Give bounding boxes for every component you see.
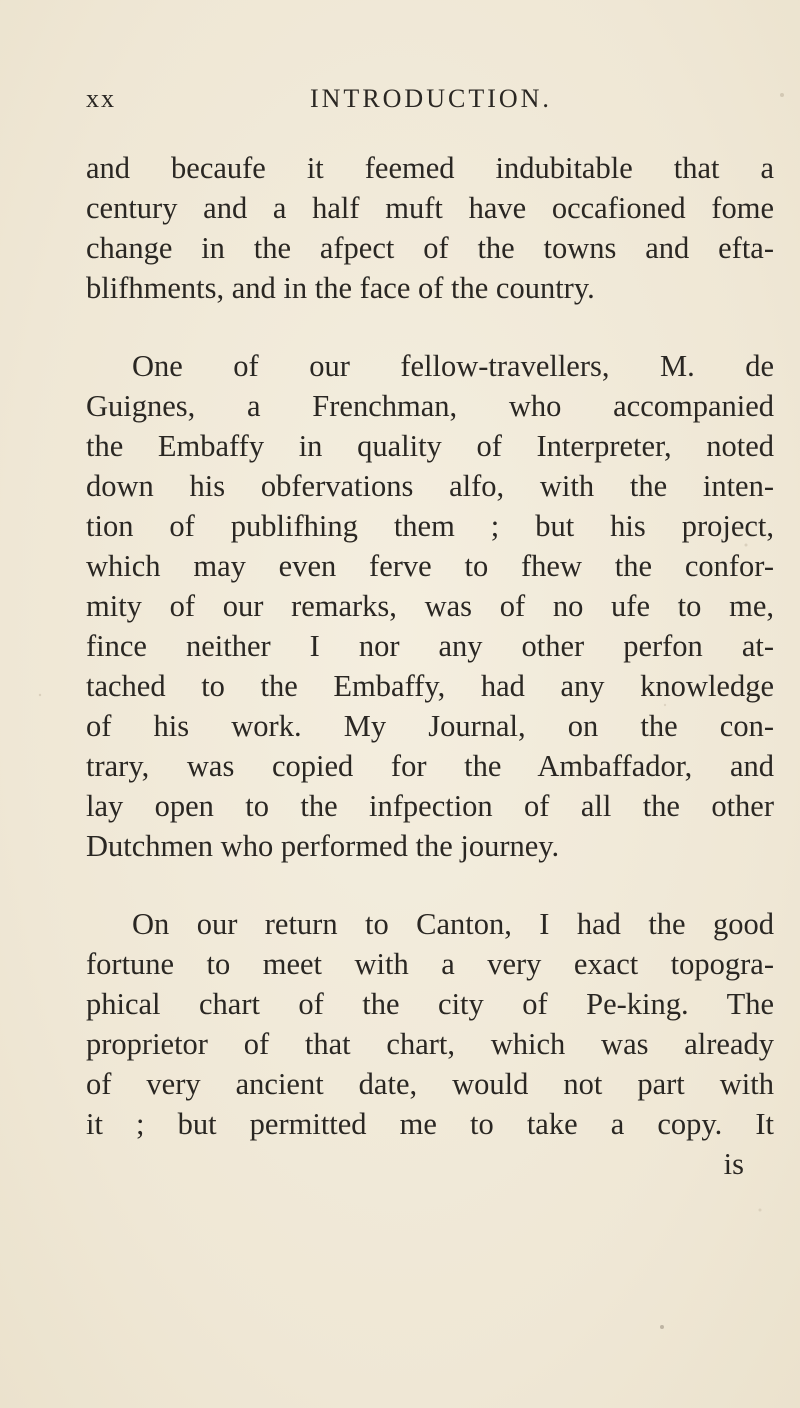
- text-line: mity of our remarks, was of no ufe to me,: [86, 589, 774, 623]
- text-line: tion of publifhing them ; but his project,: [86, 509, 774, 543]
- paragraph-2: [86, 346, 774, 866]
- text-line: of very ancient date, would not part with: [86, 1067, 774, 1101]
- text-line: trary, was copied for the Ambaffador, and: [86, 749, 774, 783]
- text-line: and becaufe it feemed indubitable that a: [86, 151, 774, 185]
- page-number: xx: [86, 84, 116, 113]
- text-line: the Embaffy in quality of Interpreter, noted: [86, 429, 774, 463]
- body-text: [86, 148, 774, 1184]
- text-line: On our return to Canton, I had the good: [132, 907, 774, 941]
- text-line: it ; but permitted me to take a copy. It: [86, 1107, 774, 1141]
- text-line: blifhments, and in the face of the country.: [86, 271, 595, 305]
- text-line: down his obfervations alfo, with the inten-: [86, 469, 774, 503]
- text-line: Dutchmen who performed the journey.: [86, 829, 560, 863]
- paragraph-3: [86, 904, 774, 1184]
- running-title: INTRODUCTION.: [310, 84, 552, 113]
- text-line: proprietor of that chart, which was already: [86, 1027, 774, 1061]
- text-line: fortune to meet with a very exact topogra-: [86, 947, 774, 981]
- text-line: phical chart of the city of Pe-king. The: [86, 987, 774, 1021]
- text-line: Guignes, a Frenchman, who accompanied: [86, 389, 774, 423]
- text-line: century and a half muft have occafioned fome: [86, 191, 774, 225]
- text-line: One of our fellow-travellers, M. de: [132, 349, 774, 383]
- catchword: is: [723, 1147, 744, 1181]
- running-head: [86, 84, 740, 124]
- text-line: of his work. My Journal, on the con-: [86, 709, 774, 743]
- paragraph-1: [86, 148, 774, 308]
- text-line: lay open to the infpection of all the other: [86, 789, 774, 823]
- text-line: tached to the Embaffy, had any knowledge: [86, 669, 774, 703]
- text-line: change in the afpect of the towns and efta-: [86, 231, 774, 265]
- text-line: which may even ferve to fhew the confor-: [86, 549, 774, 583]
- text-line: fince neither I nor any other perfon at-: [86, 629, 774, 663]
